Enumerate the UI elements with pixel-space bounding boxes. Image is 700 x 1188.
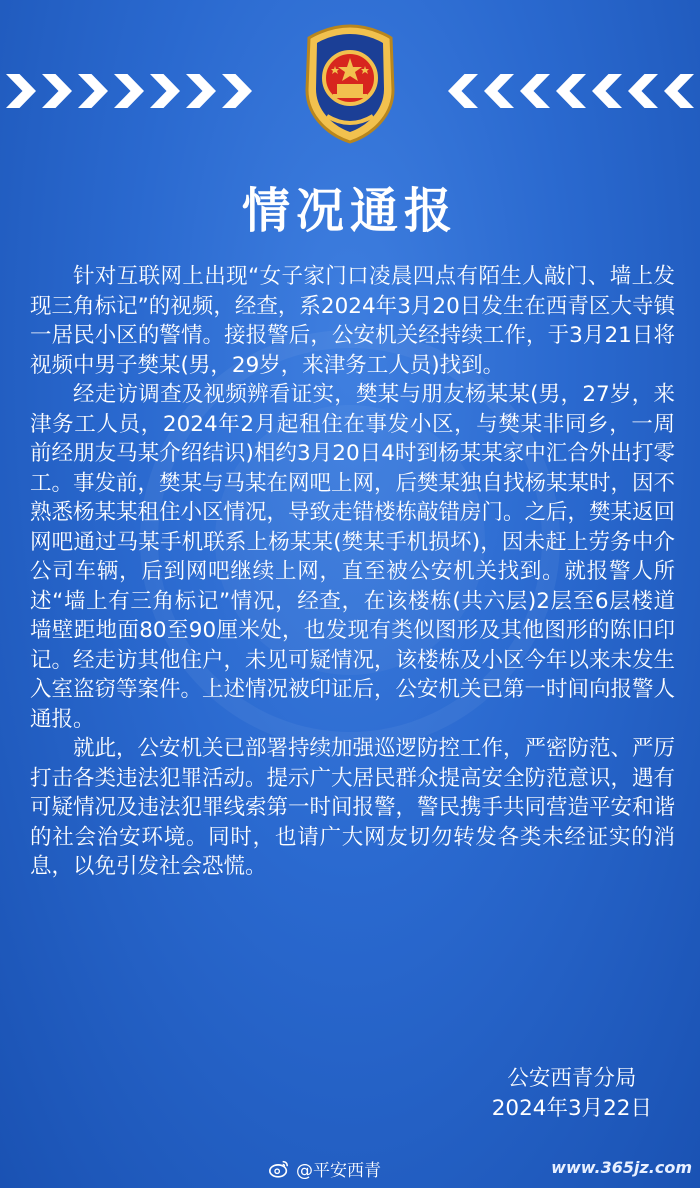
police-emblem-icon: [287, 20, 413, 146]
paragraph-2: 经走访调查及视频辨看证实，樊某与朋友杨某某(男，27岁，来津务工人员，2024年2月起租住在事发小区，与樊某非同乡，一周前经朋友马某介绍结识)相约3月20日4时到杨某某家中汇合外出打零工。事发前，樊某与马某在网吧上网，后樊某独自找杨某某时，因不熟悉杨某某租住小区情况，导致走错楼栋敲错房门。之后，樊某返回网吧通过马某手机联系上杨某某(樊某手机损坏)，因未赶上劳务中介公司车辆，后到网吧继续上网，直至被公安机关找到。就报警人所述“墙上有三角标记”情况，经查，在该楼栋(共六层)2层至6层楼道墙壁距地面80至90厘米处，也发现有类似图形及其他图形的陈旧印记。经走访其他住户，未见可疑情况，该楼栋及小区今年以来未发生入室盗窃等案件。上述情况被印证后，公安机关已第一时间向报警人通报。: [30, 382, 676, 732]
signature-date: 2024年3月22日: [491, 1096, 652, 1121]
left-arrow-strip: [6, 74, 252, 114]
arrow-chevron-icon: [114, 74, 144, 108]
signature-block: [492, 1064, 652, 1124]
arrow-chevron-icon: [484, 74, 514, 108]
weibo-icon: [268, 1158, 290, 1180]
signature-org: 公安西青分局: [507, 1066, 637, 1091]
paragraph-1: 针对互联网上出现“女子家门口凌晨四点有陌生人敲门、墙上发现三角标记”的视频，经查，系2024年3月20日发生在西青区大寺镇一居民小区的警情。接报警后，公安机关经持续工作，于3月21日将视频中男子樊某(男，29岁，来津务工人员)找到。: [30, 264, 675, 378]
arrow-chevron-icon: [42, 74, 72, 108]
arrow-chevron-icon: [6, 74, 36, 108]
arrow-chevron-icon: [556, 74, 586, 108]
arrow-chevron-icon: [592, 74, 622, 108]
arrow-chevron-icon: [78, 74, 108, 108]
weibo-credit: [268, 1156, 381, 1181]
site-watermark: www.365jz.com: [551, 1158, 692, 1177]
notice-body: [30, 262, 675, 882]
arrow-chevron-icon: [448, 74, 478, 108]
arrow-chevron-icon: [186, 74, 216, 108]
arrow-chevron-icon: [520, 74, 550, 108]
page-title: 情况通报: [241, 183, 458, 239]
arrow-chevron-icon: [222, 74, 252, 108]
arrow-chevron-icon: [628, 74, 658, 108]
arrow-chevron-icon: [150, 74, 180, 108]
right-arrow-strip: [448, 74, 694, 114]
arrow-chevron-icon: [664, 74, 694, 108]
weibo-handle: @平安西青: [296, 1161, 381, 1181]
paragraph-3: 就此，公安机关已部署持续加强巡逻防控工作，严密防范、严厉打击各类违法犯罪活动。提示广大居民群众提高安全防范意识，遇有可疑情况及违法犯罪线索第一时间报警，警民携手共同营造平安和谐的社会治安环境。同时，也请广大网友切勿转发各类未经证实的消息，以免引发社会恐慌。: [30, 736, 676, 879]
